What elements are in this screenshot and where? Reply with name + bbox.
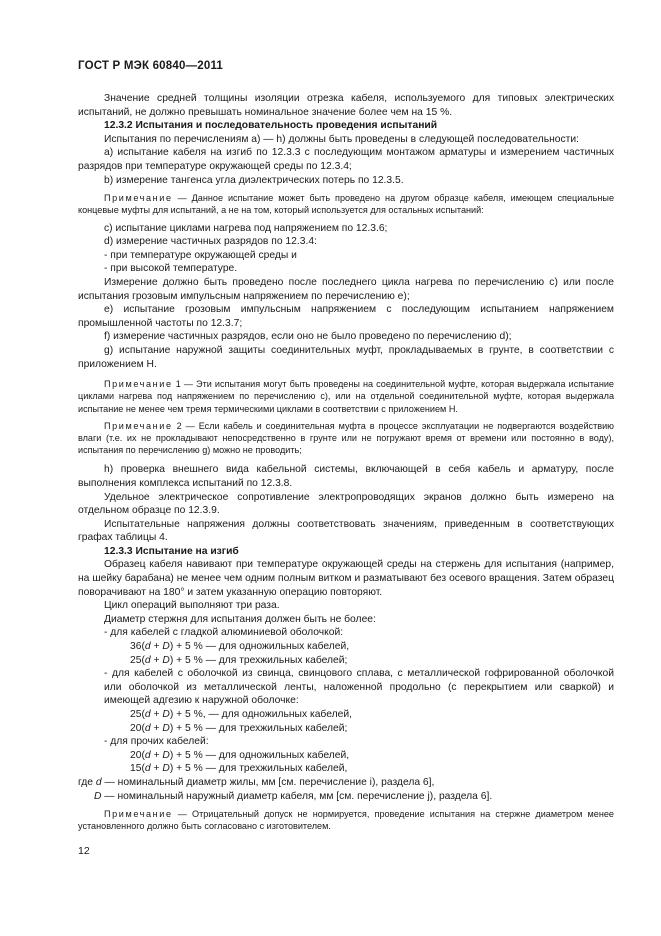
paragraph: Удельное электрическое сопротивление электропроводящих экранов должно быть измерено на отдельном образце по 12.3.9.: [78, 491, 614, 517]
formula-line: 15(d + D) + 5 % — для трехжильных кабелей,: [130, 763, 348, 775]
note: [78, 192, 614, 216]
list-item: h) проверка внешнего вида кабельной системы, включающей в себя кабель и арматуру, после выполнения комплекса испытаний по 12.3.8.: [78, 464, 614, 489]
note: [78, 808, 614, 832]
formula-line: 36(d + D) + 5 % — для одножильных кабелей,: [130, 641, 350, 653]
list-item: d) измерение частичных разрядов по 12.3.4:: [104, 236, 317, 248]
note-text: 1 — Эти испытания могут быть проведены на соединительной муфте, которая выдержала испытание циклами нагрева под напряжением по перечислению c), или на отдельной соединительной муфте, которая выдержала испытание не менее чем тремя термическими циклами в соответствии с приложением H.: [78, 379, 614, 414]
list-item: - для кабелей с гладкой алюминиевой оболочкой:: [104, 627, 344, 639]
list-item: - при температуре окружающей среды и: [104, 249, 297, 261]
section-heading-12-3-3: 12.3.3 Испытание на изгиб: [104, 545, 239, 557]
list-item: - при высокой температуре.: [104, 263, 238, 275]
paragraph: Диаметр стержня для испытания должен быть не более:: [104, 613, 376, 625]
definition-line: где d — номинальный диаметр жилы, мм [см. перечисление i), раздела 6],: [78, 776, 435, 788]
note: [78, 420, 614, 457]
list-item: b) измерение тангенса угла диэлектрических потерь по 12.3.5.: [104, 174, 404, 186]
note: [78, 378, 614, 415]
paragraph: Цикл операций выполняют три раза.: [104, 600, 280, 612]
note-label: Примечание: [104, 809, 173, 820]
paragraph: Испытательные напряжения должны соответствовать значениям, приведенным в соответствующих графах таблицы 4.: [78, 518, 614, 544]
note-text: — Данное испытание может быть проведено на другом образце кабеля, имеющем специальные концевые муфты для испытаний, а не на том, который используется для остальных испытаний:: [78, 193, 614, 216]
note-label: Примечание: [104, 193, 173, 204]
note-text: — Отрицательный допуск не нормируется, проведение испытания на стержне диаметром менее установленного должно быть согласовано с изготовителем.: [78, 809, 614, 832]
list-item: e) испытание грозовым импульсным напряжением с последующим испытанием напряжением промышленной частоты по 12.3.7;: [78, 304, 614, 329]
paragraph: Измерение должно быть проведено после последнего цикла нагрева по перечислению c) или после испытания грозовым импульсным напряжением по перечислению e);: [78, 276, 614, 302]
formula-line: 20(d + D) + 5 % — для трехжильных кабелей;: [130, 722, 348, 734]
paragraph: Значение средней толщины изоляции отрезка кабеля, используемого для типовых электрических испытаний, не должно превышать номинальное значение более чем на 15 %.: [78, 93, 614, 118]
document-body: [78, 92, 614, 833]
note-label: Примечание: [104, 379, 173, 390]
note-label: Примечание: [104, 420, 173, 431]
definition-line: D — номинальный наружный диаметр кабеля, мм [см. перечисление j), раздела 6].: [94, 790, 493, 802]
list-item: c) испытание циклами нагрева под напряжением по 12.3.6;: [104, 222, 388, 234]
note-text: 2 — Если кабель и соединительная муфта в процессе эксплуатации не подвергаются воздействию влаги (т.е. их не прокладывают непосредственно в грунте или не погружают время от времени или постоянно в воду), испытания по перечислению g) можно не проводить;: [78, 420, 614, 456]
document-header: ГОСТ Р МЭК 60840—2011: [78, 60, 224, 72]
formula-line: 25(d + D) + 5 %, — для одножильных кабелей,: [130, 709, 352, 720]
list-item: - для прочих кабелей:: [104, 736, 209, 748]
list-item: g) испытание наружной защиты соединительных муфт, прокладываемых в грунте, в соответствии с приложением H.: [78, 344, 614, 370]
list-item: f) измерение частичных разрядов, если оно не было проведено по перечислению d);: [104, 331, 512, 343]
formula-line: 20(d + D) + 5 % — для одножильных кабелей,: [130, 749, 350, 761]
formula-line: 25(d + D) + 5 % — для трехжильных кабелей;: [130, 654, 348, 666]
paragraph: Образец кабеля навивают при температуре окружающей среды на стержень для испытания (например, на шейку барабана) не менее чем одним полным витком и разматывают без осевого вращения. Затем образец поворачивают на 180° и затем указанную операцию повторяют.: [78, 559, 614, 598]
list-item: - для кабелей с оболочкой из свинца, свинцового сплава, с металлической гофрированной оболочкой или оболочкой из металлической ленты, наложенной продольно (с перекрытием или сваркой) и имеющей адгезию к наружной оболочке:: [104, 668, 614, 707]
page-number: 12: [78, 845, 90, 857]
section-heading-12-3-2: 12.3.2 Испытания и последовательность проведения испытаний: [104, 120, 438, 132]
paragraph: Испытания по перечислениям а) — h) должны быть проведены в следующей последовательности:: [104, 133, 579, 145]
list-item: а) испытание кабеля на изгиб по 12.3.3 с последующим монтажом арматуры и измерением частичных разрядов при температуре окружающей среды по 12.3.4;: [78, 147, 614, 172]
